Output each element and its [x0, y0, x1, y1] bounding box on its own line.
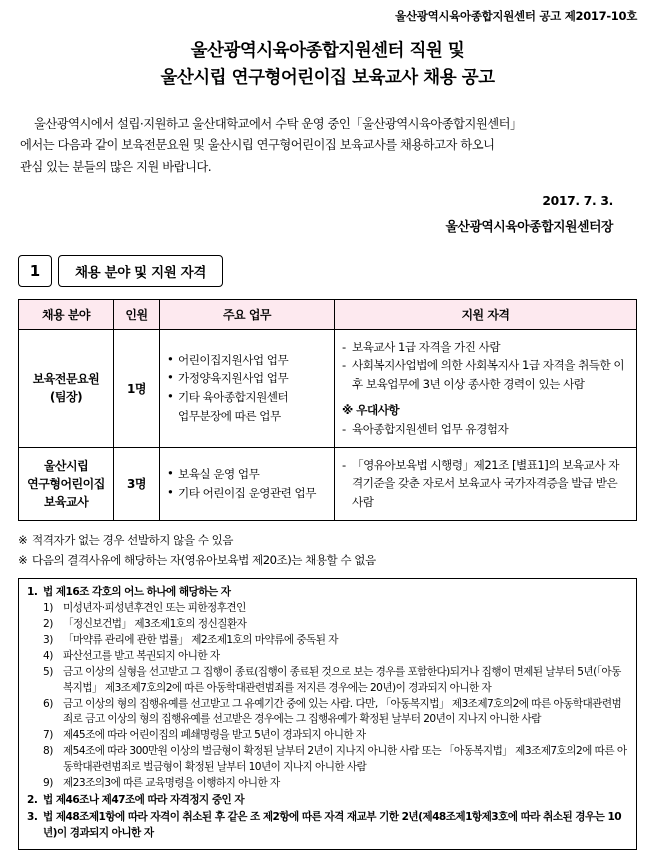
- law-sub-text: 「마약류 관리에 관한 법률」 제2조제1호의 마약류에 중독된 자: [63, 634, 338, 646]
- law-sub-text: 제54조에 따라 300만원 이상의 벌금형이 확정된 날부터 2년이 지나지 아니한 사람 또는 「아동복지법」 제3조제7호의2에 따른 아동학대관련범죄로 벌금형이 확정된 날부터 10년이 지나지 아니한 사람: [63, 745, 627, 774]
- law-item-3-text: 법 제48조제1항에 따라 자격이 취소된 후 같은 조 제2항에 따른 자격 재교부 기한 2년(제48조제1항제3호에 따라 취소된 경우는 10년)이 경과되지 아니한 자: [43, 810, 622, 839]
- law-item-3-label: 3.: [27, 810, 38, 823]
- law-sub-number: 2): [43, 618, 53, 631]
- law-sub-text: 제45조에 따라 어린이집의 폐쇄명령을 받고 5년이 경과되지 아니한 자: [63, 729, 366, 742]
- law-item-1-label: 1.: [27, 586, 38, 599]
- law-sub-number: 4): [43, 649, 53, 662]
- table-row: [19, 447, 637, 520]
- notes-list: [18, 531, 637, 570]
- qual-item: - 「영유아보육법 시행령」제21조 [별표1]의 보육교사 자격기준을 갖춘 자로서 보육교사 국가자격증을 발급 받은 사람: [342, 456, 629, 512]
- law-sub-item: [43, 633, 628, 649]
- row-category-1-line2: (팀장): [49, 390, 83, 405]
- row-duties-1: [160, 329, 335, 447]
- row-category-2-line2: 연구형어린이집: [27, 476, 105, 491]
- note-item-1: ※ 적격자가 없는 경우 선발하지 않을 수 있음: [18, 531, 637, 551]
- notice-number: 울산광역시육아종합지원센터 공고 제2017-10호: [395, 9, 637, 23]
- row-qualifications-2: [335, 447, 637, 520]
- law-sub-list-1: [43, 601, 628, 792]
- title-line-2: 울산시립 연구형어린이집 보육교사 채용 공고: [160, 68, 495, 89]
- recruitment-table: [18, 299, 637, 521]
- law-sub-text: 제23조의3에 따른 교육명령을 이행하지 아니한 자: [63, 777, 280, 790]
- col-header-category: 채용 분야: [19, 299, 114, 329]
- row-count-1: 1명: [114, 329, 160, 447]
- law-item-2-label: 2.: [27, 793, 38, 806]
- qual-item: - 사회복지사업법에 의한 사회복지사 1급 자격을 취득한 이후 보육업무에 3년 이상 종사한 경력이 있는 사람: [342, 356, 629, 394]
- row-category-1-line1: 보육전문요원: [32, 372, 100, 387]
- law-sub-text: 금고 이상의 형의 집행유예를 선고받고 그 유예기간 중에 있는 사람. 다만, 「아동복지법」 제3조제7호의2에 따른 아동학대관련범죄로 금고 이상의 형의 집행유예를 선고받은 경우에는 그 집행유예가 확정된 날부터 20년이 지나지 아니한 사람: [63, 697, 622, 726]
- issuing-organization: 울산광역시육아종합지원센터장: [445, 219, 613, 235]
- law-sub-item: [43, 617, 628, 633]
- section-number: 1: [18, 255, 52, 287]
- law-sub-number: 9): [43, 777, 53, 790]
- intro-line-1: 울산광역시에서 설립·지원하고 울산대학교에서 수탁 운영 중인「울산광역시육아종합지원센터」: [34, 117, 522, 132]
- table-row: [19, 329, 637, 447]
- row-category-2-line3: 보육교사: [43, 494, 89, 509]
- duty-item: • 가정양육지원사업 업무: [167, 369, 327, 388]
- law-sub-number: 1): [43, 602, 53, 615]
- preference-title: ※ 우대사항: [342, 403, 400, 418]
- duty-item-text: 기타 육아종합지원센터: [178, 390, 289, 405]
- intro-paragraph: [18, 114, 637, 177]
- law-sub-item: [43, 697, 628, 729]
- law-item-2-text: 법 제46조나 제47조에 따라 자격정지 중인 자: [43, 793, 245, 806]
- law-sub-number: 5): [43, 665, 53, 678]
- intro-line-3: 관심 있는 분들의 많은 지원 바랍니다.: [20, 159, 212, 174]
- law-item-1-text: 법 제16조 각호의 어느 하나에 해당하는 자: [43, 586, 231, 599]
- duty-item: [167, 388, 327, 426]
- row-category-1: [19, 329, 114, 447]
- law-sub-number: 3): [43, 634, 53, 646]
- law-sub-item: [43, 744, 628, 776]
- page-title: [18, 38, 637, 92]
- law-sub-number: 7): [43, 729, 53, 742]
- law-sub-item: [43, 665, 628, 697]
- law-sub-item: [43, 776, 628, 792]
- duty-item-text-cont: 업무분장에 따른 업무: [178, 408, 281, 423]
- law-item-1: [27, 585, 628, 792]
- law-sub-number: 8): [43, 745, 53, 758]
- row-category-2-line1: 울산시립: [43, 458, 89, 473]
- law-sub-text: 미성년자·피성년후견인 또는 피한정후견인: [63, 602, 246, 615]
- title-line-1: 울산광역시육아종합지원센터 직원 및: [190, 41, 465, 61]
- law-sub-text: 금고 이상의 실형을 선고받고 그 집행이 종료(집행이 종료된 것으로 보는 경우를 포함한다)되거나 집행이 면제된 날부터 5년(「아동복지법」 제3조제7호의2에 따른 아동학대관련범죄를 저지른 경우에는 20년)이 경과되지 아니한 자: [63, 665, 621, 694]
- law-sub-item: [43, 649, 628, 665]
- duty-item: • 보육실 운영 업무: [167, 465, 327, 484]
- law-sub-text: 파산선고를 받고 복권되지 아니한 자: [63, 649, 220, 662]
- section-label: 채용 분야 및 지원 자격: [58, 255, 223, 287]
- row-qualifications-1: [335, 329, 637, 447]
- intro-line-2: 에서는 다음과 같이 보육전문요원 및 울산시립 연구형어린이집 보육교사를 채용하고자 하오니: [20, 138, 495, 153]
- col-header-count: 인원: [114, 299, 160, 329]
- duty-item: • 어린이집지원사업 업무: [167, 351, 327, 370]
- qual-item: - 보육교사 1급 자격을 가진 사람: [342, 338, 629, 357]
- notice-date: 2017. 7. 3.: [542, 193, 613, 208]
- law-item-2: [27, 793, 628, 809]
- law-sub-item: [43, 601, 628, 617]
- preference-item: - 육아종합지원센터 업무 유경험자: [342, 420, 629, 439]
- col-header-qualifications: 지원 자격: [335, 299, 637, 329]
- law-sub-text: 「정신보건법」 제3조제1호의 정신질환자: [63, 618, 247, 631]
- disqualification-box: [18, 578, 637, 849]
- law-sub-item: [43, 728, 628, 744]
- duty-item: • 기타 어린이집 운영관련 업무: [167, 484, 327, 503]
- col-header-duties: 주요 업무: [160, 299, 335, 329]
- table-header-row: [19, 299, 637, 329]
- row-count-2: 3명: [114, 447, 160, 520]
- law-sub-number: 6): [43, 697, 53, 710]
- section-header: [18, 255, 637, 287]
- note-item-2: ※ 다음의 결격사유에 해당하는 자(영유아보육법 제20조)는 채용할 수 없음: [18, 551, 637, 571]
- row-duties-2: [160, 447, 335, 520]
- row-category-2: [19, 447, 114, 520]
